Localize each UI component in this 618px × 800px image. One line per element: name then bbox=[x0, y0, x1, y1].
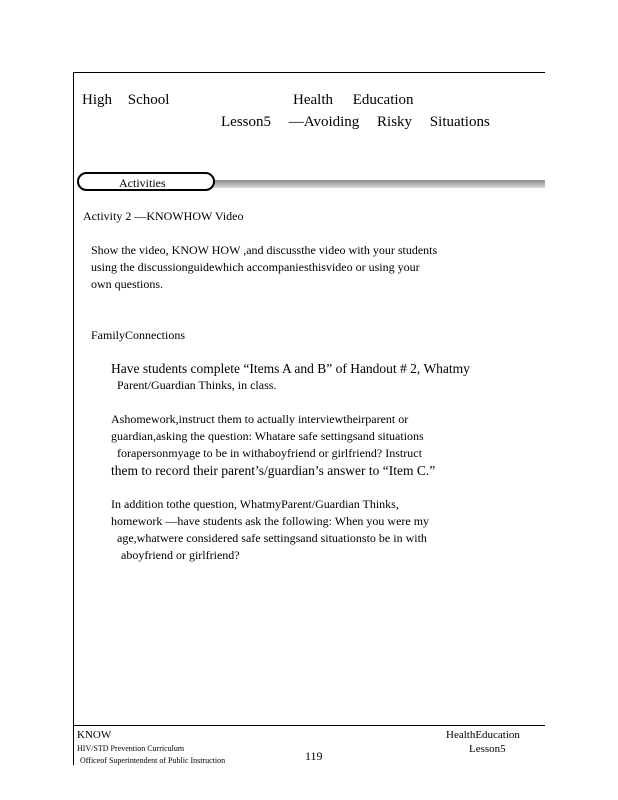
footer-rule bbox=[73, 725, 545, 726]
page-number: 119 bbox=[305, 749, 323, 763]
paragraph-line: aboyfriend or girlfriend? bbox=[121, 548, 240, 562]
paragraph-line: homework —have students ask the following: When you were my bbox=[111, 514, 430, 528]
paragraph-line: forapersonmyage to be in withaboyfriend or girlfriend? Instruct bbox=[117, 446, 422, 460]
section-bar bbox=[200, 180, 545, 188]
header-school-level: High School bbox=[82, 92, 170, 108]
header-subject: Health Education bbox=[293, 92, 414, 108]
footer-curriculum: HIV/STD Prevention Curriculum bbox=[77, 744, 185, 753]
lesson-title: Lesson5 —Avoiding Risky Situations bbox=[221, 114, 490, 130]
paragraph-line: guardian,asking the question: Whatare safe settingsand situations bbox=[111, 429, 424, 443]
activity-title: Activity 2 —KNOWHOW Video bbox=[83, 209, 244, 223]
paragraph-handout bbox=[111, 360, 511, 394]
paragraph-line: using the discussionguidewhich accompaniesthisvideo or using your bbox=[91, 260, 420, 274]
paragraph-line: Ashomework,instruct them to actually interviewtheirparent or bbox=[111, 412, 409, 426]
paragraph-video bbox=[91, 242, 519, 293]
paragraph-line: Show the video, KNOW HOW ,and discussthe video with your students bbox=[91, 243, 438, 257]
left-rule bbox=[73, 72, 74, 765]
footer-lesson: Lesson5 bbox=[469, 743, 506, 755]
top-rule bbox=[73, 72, 545, 73]
paragraph-homework bbox=[111, 411, 519, 479]
paragraph-line: own questions. bbox=[91, 277, 163, 291]
paragraph-line: Have students complete “Items A and B” of Handout # 2, Whatmy bbox=[111, 361, 470, 376]
paragraph-line: Parent/Guardian Thinks, in class. bbox=[117, 378, 277, 392]
paragraph-line: age,whatwere considered safe settingsand situationsto be in with bbox=[117, 531, 427, 545]
paragraph-line: them to record their parent’s/guardian’s answer to “Item C.” bbox=[111, 463, 436, 478]
family-connections-heading: FamilyConnections bbox=[91, 328, 185, 342]
footer-know: KNOW bbox=[77, 729, 112, 741]
activities-tab-label: Activities bbox=[119, 176, 166, 190]
footer-health-education: HealthEducation bbox=[446, 729, 520, 741]
paragraph-addition bbox=[111, 496, 517, 564]
footer-office: Officeof Superintendent of Public Instruction bbox=[80, 756, 226, 765]
paragraph-line: In addition tothe question, WhatmyParent/Guardian Thinks, bbox=[111, 497, 399, 511]
